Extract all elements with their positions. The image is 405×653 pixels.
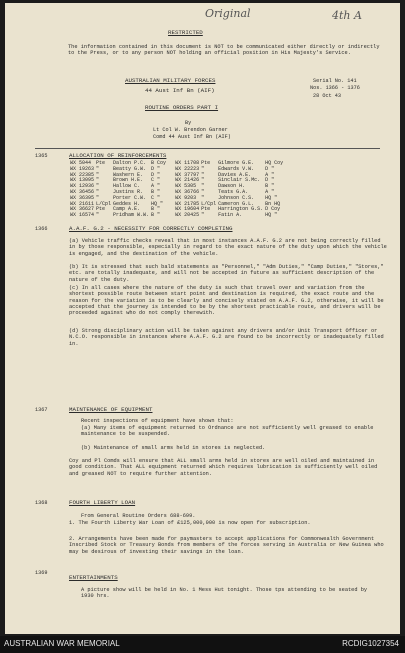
section-title: ALLOCATION OF REINFORCEMENTS	[69, 152, 167, 159]
table-cell: WX 19263	[70, 165, 95, 172]
table-cell: Edwards V.W.	[218, 165, 255, 172]
table-cell: WX 21611	[70, 200, 95, 207]
table-cell: HQ "	[265, 212, 278, 219]
table-cell: WX 19604	[175, 206, 200, 213]
table-cell: Cameron G.L.	[218, 200, 255, 207]
force-name: AUSTRALIAN MILITARY FORCES	[125, 77, 216, 84]
table-cell: "	[201, 177, 205, 184]
table-cell: Pte	[96, 160, 106, 166]
table-cell: WX 12936	[70, 183, 95, 190]
table-cell: HQ "	[151, 200, 164, 207]
table-cell: WX 36627	[70, 206, 95, 213]
g2-para-b: (b) It is stressed that such bald statements as "Personnel," "Adm Duties," "Camp Duties," "Stores," etc. are totally inadequate, and will not be accepted in future as sufficient description of the nature of the duty.	[69, 264, 384, 283]
commander-name: Lt Col W. Brendon Garner	[153, 127, 228, 133]
reinforcements-table	[69, 161, 284, 219]
table-cell: WX 9203	[175, 194, 197, 201]
table-cell: A "	[151, 183, 161, 190]
table-cell: B Coy	[151, 160, 167, 166]
table-cell: WX 13095	[70, 177, 95, 184]
table-cell: Camp A.E.	[113, 206, 141, 213]
confidentiality-notice: The information contained in this document is NOT to be communicated either directly or indirectly to the Press, or to any person NOT holding an official position in His Majesty's Service.	[68, 44, 380, 57]
table-cell: Sinclair S.Mc.	[218, 177, 261, 184]
table-cell: Teats G.A.	[218, 188, 249, 195]
table-cell: Porter C.W.	[113, 194, 147, 201]
handwritten-annotation-2: 4th A	[332, 9, 362, 22]
footer-id: RCDIG1027354	[342, 639, 399, 648]
table-cell: "	[96, 171, 100, 178]
entertainment-text: A picture show will be held in No. 1 Mess Hut tonight. Those tps attending to be seated by 1930 hrs.	[81, 587, 368, 600]
archive-footer	[0, 636, 405, 653]
maintenance-item-b: (b) Maintenance of small arms held in stores is neglected.	[81, 445, 266, 451]
table-cell: WX 37797	[175, 171, 200, 178]
section-title: ENTERTAINMENTS	[69, 574, 118, 581]
table-cell: Gilmore G.E.	[218, 160, 255, 166]
restricted-heading: RESTRICTED	[168, 29, 203, 36]
table-cell: Geddes H.	[113, 200, 141, 207]
section-title: FOURTH LIBERTY LOAN	[69, 499, 136, 506]
orders-title: ROUTINE ORDERS PART I	[145, 104, 219, 111]
table-cell: "	[201, 165, 205, 172]
table-cell: "	[96, 177, 100, 184]
table-cell: "	[201, 171, 205, 178]
table-cell: A "	[265, 188, 275, 195]
table-cell: Harrington G.S.	[218, 206, 264, 213]
table-cell: B "	[151, 206, 161, 213]
by-label: By	[185, 120, 192, 126]
g2-para-a: (a) Vehicle traffic checks reveal that in most instances A.A.F. G.2 are not being correctly filled in by those responsible, especially in regard to the exact nature of the duty upon which the vehicle is engaged, and the destination of the vehicle.	[69, 238, 387, 257]
maintenance-intro: Recent inspections of equipment have shown that:	[81, 418, 234, 424]
table-cell: B "	[265, 183, 275, 190]
table-cell: WX 36395	[70, 194, 95, 201]
table-cell: D "	[151, 165, 161, 172]
table-cell: Dalton P.C.	[113, 160, 147, 166]
table-cell: WX 5044	[70, 160, 92, 166]
table-cell: Washern E.	[113, 171, 144, 178]
table-cell: "	[96, 194, 100, 201]
table-cell: WX 21785	[175, 200, 200, 207]
table-cell: "	[96, 212, 100, 219]
table-cell: L/Cpl	[201, 200, 217, 207]
section-title: MAINTENANCE OF EQUIPMENT	[69, 406, 153, 413]
table-cell: Justins R.	[113, 188, 144, 195]
table-cell: "	[201, 188, 205, 195]
table-cell: C "	[151, 177, 161, 184]
table-cell: Hallow C.	[113, 183, 141, 190]
section-number: 1368	[35, 500, 48, 506]
table-cell: Pte	[201, 160, 211, 166]
table-cell: WX 21426	[175, 177, 200, 184]
table-cell: Fatin A.	[218, 212, 243, 219]
table-cell: B "	[151, 188, 161, 195]
table-cell: Johnson C.S.	[218, 194, 255, 201]
footer-source: AUSTRALIAN WAR MEMORIAL	[4, 639, 120, 648]
commander-title: Comd 44 Aust Inf Bn (AIF)	[153, 134, 231, 140]
maintenance-closing: Coy and Pl Comds will ensure that ALL small arms held in stores are well oiled and maintained in good condition. That ALL equipment returned which requires lubrication is sufficiently well oiled and greased NOT to require further attention.	[69, 458, 378, 477]
table-cell: D "	[151, 171, 161, 178]
unit-name: 44 Aust Inf Bn (AIF)	[145, 87, 215, 94]
table-cell: "	[201, 183, 205, 190]
section-number: 1365	[35, 153, 48, 159]
table-cell: Davies A.E.	[218, 171, 252, 178]
loan-intro: From General Routine Orders 688-699.	[81, 513, 196, 519]
table-cell: B "	[151, 212, 161, 219]
table-cell: C "	[151, 194, 161, 201]
table-cell: WX 22223	[175, 165, 200, 172]
table-row	[69, 213, 284, 219]
loan-para-2: 2. Arrangements have been made for paymasters to accept applications for Commonwealth Government Inscribed Stock or Treasury Bonds from members of the forces serving in Australia or New Guinea who may be desirous of investing their savings in the loan.	[69, 536, 384, 555]
section-title: A.A.F. G.2 - NECESSITY FOR CORRECTLY COMPLETING	[69, 225, 233, 232]
table-cell: WX 36456	[70, 188, 95, 195]
table-cell: "	[96, 183, 100, 190]
table-cell: D Coy	[265, 206, 281, 213]
table-cell: L/Cpl	[96, 200, 112, 207]
maintenance-item-a: (a) Many items of equipment returned to Ordnance are not sufficiently well greased to enable maintenance to be suspended.	[81, 425, 374, 438]
table-cell: "	[96, 165, 100, 172]
table-cell: Bn HQ	[265, 200, 281, 207]
table-cell: WX 20425	[175, 212, 200, 219]
table-cell: A "	[265, 171, 275, 178]
table-cell: "	[201, 212, 205, 219]
g2-para-c: (c) In all cases where the nature of the duty is such that travel over and variation from the shortest possible route between start point and destination is required, the exact route and the reason for the variation is to be clearly and concisely stated on A.A.F. G.2, otherwise, it will be accepted that the journey is intended to be by the shortest practicable route, and drivers will be proceeded against who do not comply therewith.	[69, 285, 384, 317]
serial-number: Serial No. 141	[313, 78, 357, 84]
table-cell: D "	[265, 165, 275, 172]
table-cell: D "	[265, 177, 275, 184]
table-cell: Beatty G.W.	[113, 165, 147, 172]
table-cell: WX 36766	[175, 188, 200, 195]
table-cell: WX 22385	[70, 171, 95, 178]
table-cell: WX 5305	[175, 183, 197, 190]
section-number: 1367	[35, 407, 48, 413]
table-cell: HQ Coy	[265, 160, 284, 166]
document-page	[5, 3, 400, 634]
order-date: 28 Oct 43	[313, 93, 342, 99]
table-cell: Pridham W.W.	[113, 212, 150, 219]
handwritten-annotation: Original	[205, 7, 251, 20]
table-cell: "	[201, 194, 205, 201]
order-numbers: Nos. 1366 - 1376	[310, 85, 360, 91]
table-cell: Pte	[96, 206, 106, 213]
divider	[35, 148, 380, 149]
section-number: 1369	[35, 570, 48, 576]
table-cell: Brown H.E.	[113, 177, 144, 184]
table-cell: "	[96, 188, 100, 195]
table-cell: HQ "	[265, 194, 278, 201]
section-number: 1366	[35, 226, 48, 232]
table-cell: Pte	[201, 206, 211, 213]
g2-para-d: (d) Strong disciplinary action will be taken against any drivers and/or Unit Transport Officer or N.C.O. responsible in instances where A.A.F. G.2 are found to be incorrectly or inadequately filled in.	[69, 328, 384, 347]
table-cell: WX 11708	[175, 160, 200, 166]
loan-para-1: 1. The Fourth Liberty War Loan of £125,000,000 is now open for subscription.	[69, 520, 311, 526]
table-cell: WX 16574	[70, 212, 95, 219]
table-cell: Dawson H.	[218, 183, 246, 190]
